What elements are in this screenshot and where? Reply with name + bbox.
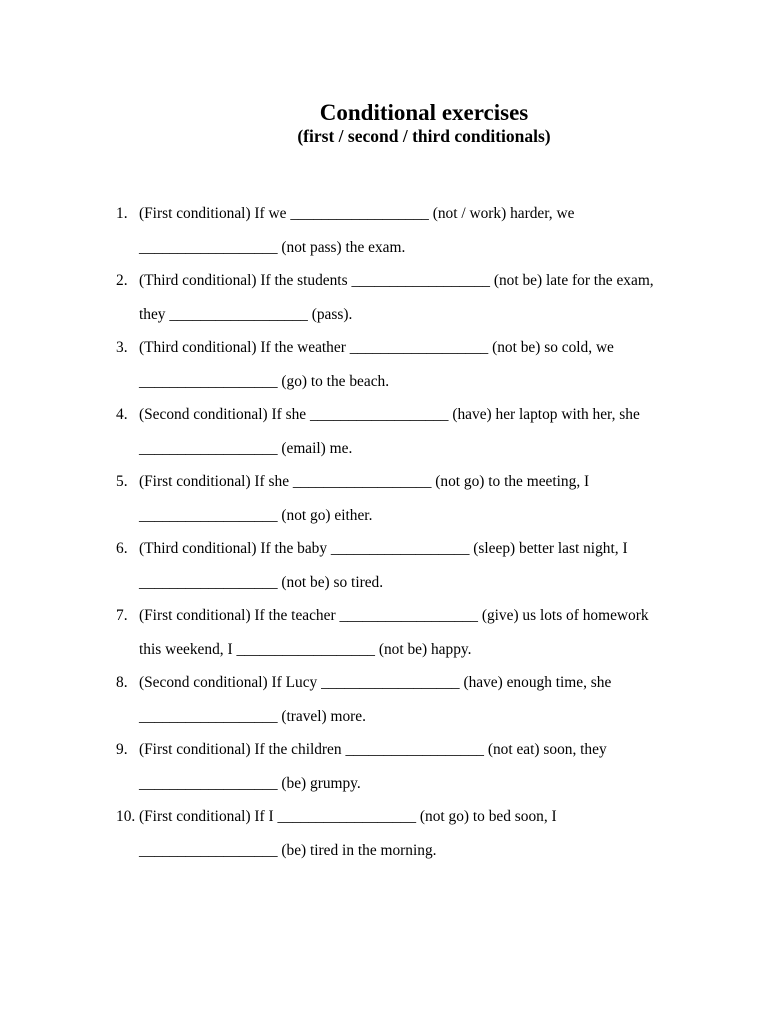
exercise-line [139,365,768,399]
answer-blank: __________________ [277,808,417,826]
exercise-line [139,700,768,734]
answer-blank: __________________ [139,573,278,591]
exercise-line [139,298,768,332]
exercise-list [0,197,768,867]
answer-blank: __________________ [351,272,490,290]
exercise-text: (not be) so cold, we [492,339,614,357]
exercise-item [0,331,768,398]
exercise-line [139,633,768,667]
answer-blank: __________________ [139,372,278,390]
exercise-text: (not go) to bed soon, I [419,808,557,826]
exercise-item [0,264,768,331]
exercise-text: (First conditional) If we [139,205,287,222]
exercise-number: 2. [116,272,128,290]
exercise-line [139,465,768,499]
exercise-item [0,733,768,800]
exercise-item [0,398,768,465]
exercise-line [139,566,768,600]
answer-blank: __________________ [330,540,470,558]
exercise-line [139,834,768,868]
exercise-number: 5. [116,473,128,491]
exercise-number: 8. [116,674,128,692]
exercise-item [0,599,768,666]
exercise-number: 4. [116,406,128,424]
exercise-text: (not be) so tired. [281,573,384,591]
exercise-line [139,532,768,566]
answer-blank: __________________ [139,774,278,792]
exercise-item [0,532,768,599]
exercise-line [139,800,768,834]
answer-blank: __________________ [345,741,484,759]
exercise-text: (not be) happy. [378,640,472,658]
exercise-number: 6. [116,540,128,558]
exercise-text: (Third conditional) If the weather [139,339,346,357]
answer-blank: __________________ [236,640,375,658]
exercise-text: (give) us lots of homework [481,607,649,625]
exercise-text: (pass). [311,305,353,323]
exercise-text: this weekend, I [139,640,233,658]
exercise-text: (email) me. [281,439,353,457]
exercise-text: (First conditional) If I [139,808,274,826]
answer-blank: __________________ [139,841,278,859]
exercise-line [139,197,768,231]
exercise-line [139,767,768,801]
page-subtitle: (first / second / third conditionals) [297,126,551,146]
exercise-text: (First conditional) If the teacher [139,607,336,625]
exercise-text: (go) to the beach. [281,372,390,390]
answer-blank: __________________ [309,406,449,424]
exercise-line [139,432,768,466]
exercise-text: (First conditional) If the children [139,741,342,759]
exercise-number: 7. [116,607,128,625]
exercise-text: (Third conditional) If the students [139,272,348,290]
exercise-text: (be) tired in the morning. [281,841,437,859]
exercise-text: (First conditional) If she [139,473,290,491]
exercise-text: (have) enough time, she [463,674,612,692]
answer-blank: __________________ [339,607,478,625]
exercise-line [139,231,768,265]
exercise-item [0,197,768,264]
exercise-text: (not go) either. [281,506,373,524]
exercise-item [0,465,768,532]
exercise-text: they [139,305,166,323]
answer-blank: __________________ [139,238,278,256]
exercise-item [0,800,768,867]
exercise-text: (not be) late for the exam, [493,272,654,290]
page-title: Conditional exercises [319,100,529,125]
exercise-text: (not / work) harder, we [432,205,575,222]
exercise-text: (not go) to the meeting, I [435,473,590,491]
exercise-text: (Second conditional) If she [139,406,307,424]
answer-blank: __________________ [290,205,429,222]
exercise-line [139,599,768,633]
exercise-line [139,264,768,298]
exercise-line [139,398,768,432]
exercise-number: 3. [116,339,128,357]
exercise-text: (not eat) soon, they [487,741,607,759]
answer-blank: __________________ [169,305,308,323]
exercise-line [139,331,768,365]
exercise-line [139,666,768,700]
answer-blank: __________________ [139,439,278,457]
answer-blank: __________________ [292,473,432,491]
exercise-text: (Third conditional) If the baby [139,540,328,558]
exercise-text: (have) her laptop with her, she [452,406,640,424]
exercise-text: (sleep) better last night, I [473,540,628,558]
answer-blank: __________________ [321,674,460,692]
answer-blank: __________________ [349,339,489,357]
exercise-number: 10. [116,808,136,826]
exercise-number: 1. [116,205,128,222]
answer-blank: __________________ [139,707,278,725]
exercise-line [139,499,768,533]
exercise-text: (Second conditional) If Lucy [139,674,318,692]
exercise-number: 9. [116,741,128,759]
exercise-text: (travel) more. [281,707,366,725]
answer-blank: __________________ [139,506,278,524]
exercise-item [0,666,768,733]
exercise-text: (not pass) the exam. [281,238,406,256]
exercise-text: (be) grumpy. [281,774,361,792]
exercise-line [139,733,768,767]
